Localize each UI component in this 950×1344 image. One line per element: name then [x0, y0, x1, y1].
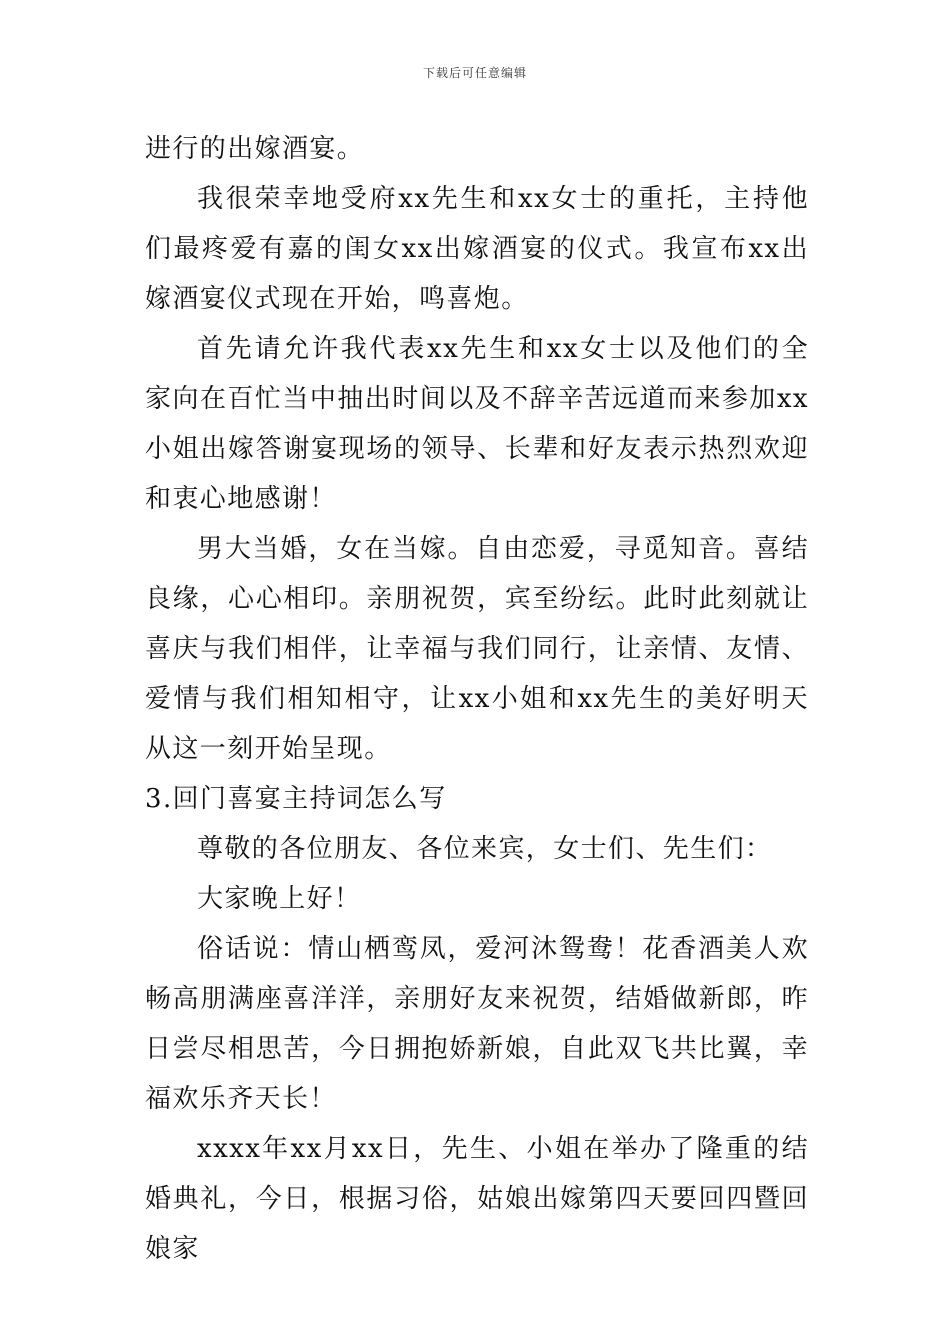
page-header: 下载后可任意编辑	[422, 66, 527, 80]
document-body	[145, 124, 809, 1274]
paragraph-1: 进行的出嫁酒宴。	[145, 134, 365, 164]
paragraph-salutation: 尊敬的各位朋友、各位来宾，女士们、先生们：	[197, 834, 773, 864]
paragraph-greeting: 大家晚上好！	[197, 884, 362, 914]
paragraph-3: 首先请允许我代表xx先生和xx女士以及他们的全家向在百忙当中抽出时间以及不辞辛苦远道而来参加xx小姐出嫁答谢宴现场的领导、长辈和好友表示热烈欢迎和衷心地感谢！	[145, 334, 809, 514]
paragraph-7: 俗话说：情山栖鸾凤，爱河沐鸳鸯！花香酒美人欢畅高朋满座喜洋洋，亲朋好友来祝贺，结婚做新郎，昨日尝尽相思苦，今日拥抱娇新娘，自此双飞共比翼，幸福欢乐齐天长！	[145, 934, 809, 1114]
paragraph-8: xxxx年xx月xx日，先生、小姐在举办了隆重的结婚典礼，今日，根据习俗，姑娘出嫁第四天要回四暨回娘家	[145, 1134, 809, 1264]
paragraph-4: 男大当婚，女在当嫁。自由恋爱，寻觅知音。喜结良缘，心心相印。亲朋祝贺，宾至纷纭。此时此刻就让喜庆与我们相伴，让幸福与我们同行，让亲情、友情、爱情与我们相知相守，让xx小姐和xx先生的美好明天从这一刻开始呈现。	[145, 534, 809, 764]
paragraph-2: 我很荣幸地受府xx先生和xx女士的重托，主持他们最疼爱有嘉的闺女xx出嫁酒宴的仪式。我宣布xx出嫁酒宴仪式现在开始，鸣喜炮。	[145, 184, 809, 314]
section-heading: 3.回门喜宴主持词怎么写	[145, 784, 447, 814]
